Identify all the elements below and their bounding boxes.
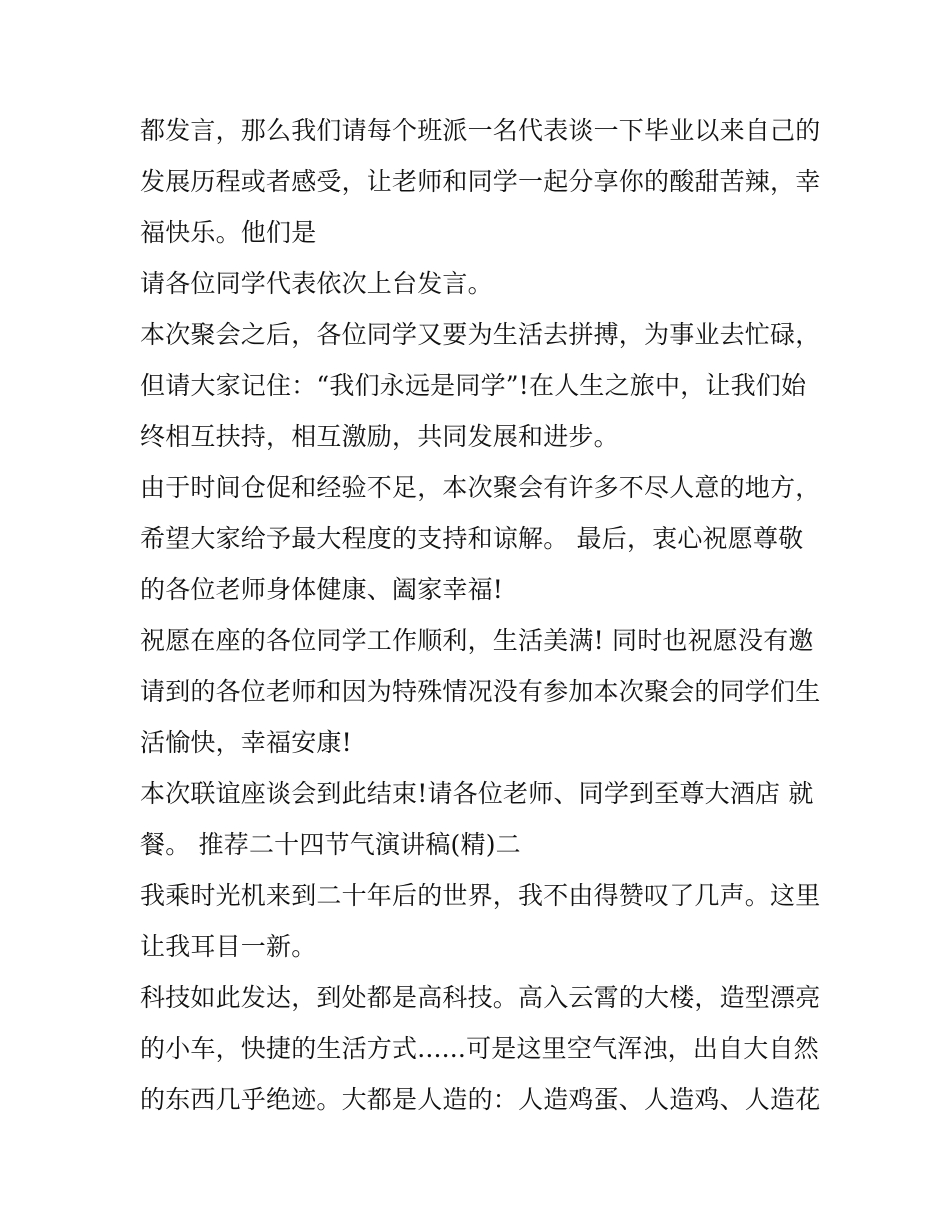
text-line: 餐。 推荐二十四节气演讲稿(精)二 (140, 830, 521, 859)
text-line: 本次聚会之后，各位同学又要为生活去拼搏，为事业去忙碌， (140, 320, 821, 349)
text-line: 的各位老师身体健康、阖家幸福! (140, 575, 504, 604)
text-line: 我乘时光机来到二十年后的世界，我不由得赞叹了几声。这里 (140, 881, 821, 910)
text-line: 让我耳目一新。 (140, 932, 317, 961)
text-line: 活愉快，幸福安康! (140, 728, 352, 757)
text-line: 由于时间仓促和经验不足，本次聚会有许多不尽人意的地方， (140, 473, 821, 502)
text-line: 希望大家给予最大程度的支持和谅解。 最后，衷心祝愿尊敬 (140, 524, 804, 553)
text-line: 科技如此发达，到处都是高科技。高入云霄的大楼，造型漂亮 (140, 983, 821, 1012)
text-line: 终相互扶持，相互激励，共同发展和进步。 (140, 422, 619, 451)
text-line: 本次联谊座谈会到此结束!请各位老师、同学到至尊大酒店 就 (140, 779, 814, 808)
text-line: 请到的各位老师和因为特殊情况没有参加本次聚会的同学们生 (140, 677, 821, 706)
text-line: 的东西几乎绝迹。大都是人造的：人造鸡蛋、人造鸡、人造花 (140, 1085, 821, 1114)
text-line: 请各位同学代表依次上台发言。 (140, 269, 493, 298)
text-line: 都发言，那么我们请每个班派一名代表谈一下毕业以来自己的 (140, 116, 821, 145)
text-line: 的小车，快捷的生活方式......可是这里空气浑浊，出自大自然 (140, 1034, 819, 1063)
text-line: 福快乐。他们是 (140, 218, 317, 247)
text-line: 发展历程或者感受，让老师和同学一起分享你的酸甜苦辣，幸 (140, 167, 821, 196)
text-line: 祝愿在座的各位同学工作顺利，生活美满! 同时也祝愿没有邀 (140, 626, 814, 655)
document-body (140, 105, 821, 1125)
text-line: 但请大家记住：“我们永远是同学”!在人生之旅中，让我们始 (140, 371, 807, 400)
